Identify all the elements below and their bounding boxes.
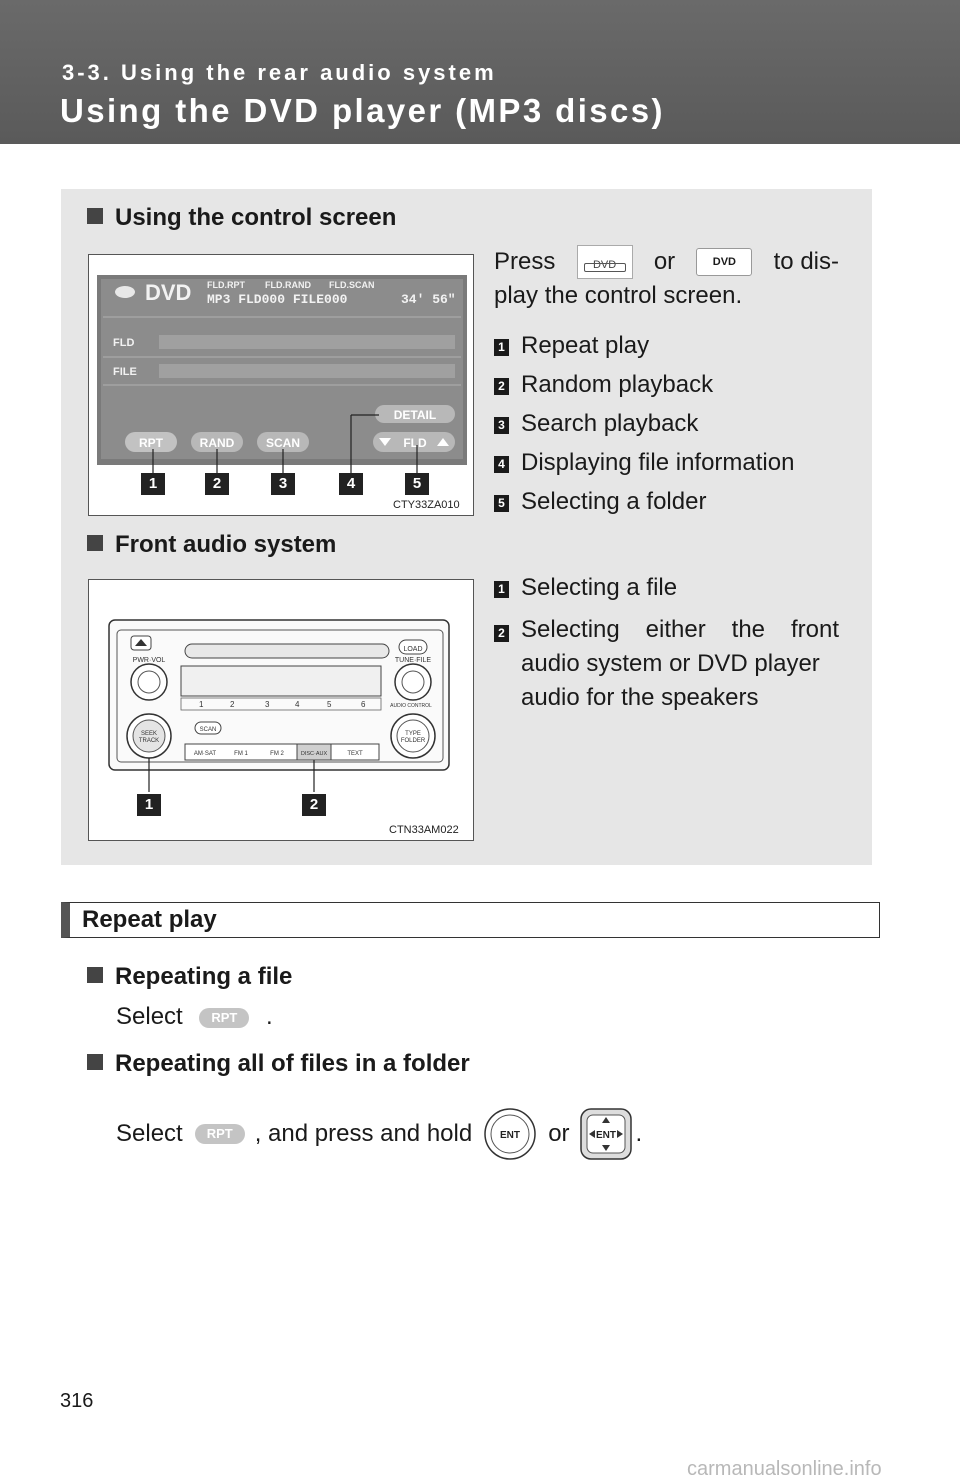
svg-text:FM 2: FM 2: [270, 751, 284, 757]
screen-mode-scan: FLD.SCAN: [329, 280, 375, 290]
ent-pad-icon: [580, 1108, 632, 1160]
svg-text:FOLDER: FOLDER: [400, 738, 426, 744]
callout-2: 2: [205, 473, 229, 495]
svg-text:TYPE: TYPE: [405, 731, 421, 737]
rpt-button-icon: RPT: [199, 1008, 249, 1028]
callout-3: 3: [271, 473, 295, 495]
svg-text:TEXT: TEXT: [347, 751, 363, 757]
square-bullet-icon: [87, 967, 103, 983]
svg-text:6: 6: [361, 700, 366, 709]
square-bullet-icon: [87, 208, 103, 224]
front-audio-heading: Front audio system: [87, 531, 336, 559]
repeat-play-heading: Repeat play: [61, 902, 880, 938]
screen-btn-fld: FLD: [403, 436, 427, 450]
repeat-folder-heading: Repeating all of files in a folder: [87, 1050, 470, 1078]
callout-2: 2: [302, 794, 326, 816]
square-bullet-icon: [87, 1054, 103, 1070]
screen-time: 34' 56": [401, 292, 456, 307]
figure-code: CTY33ZA010: [393, 499, 460, 511]
callout-1: 1: [137, 794, 161, 816]
screen-row-file: FILE: [113, 366, 137, 378]
screen-btn-rand: RAND: [199, 436, 235, 450]
ent-knob-icon: [484, 1108, 536, 1160]
svg-text:1: 1: [199, 700, 204, 709]
svg-text:4: 4: [295, 700, 300, 709]
svg-text:FM 1: FM 1: [234, 751, 248, 757]
page-title: Using the DVD player (MP3 discs): [60, 92, 665, 129]
callout-5: 5: [405, 473, 429, 495]
repeat-file-heading: Repeating a file: [87, 963, 292, 991]
callout-4: 4: [339, 473, 363, 495]
svg-text:ENT: ENT: [595, 1130, 616, 1141]
repeat-file-instruction: Select RPT .: [116, 1003, 273, 1030]
screen-btn-rpt: RPT: [139, 436, 163, 450]
screen-mode-rpt: FLD.RPT: [207, 280, 245, 290]
list-item: 2 Random playback: [494, 371, 713, 399]
section-label: 3-3. Using the rear audio system: [62, 60, 497, 85]
svg-text:SCAN: SCAN: [199, 727, 217, 733]
svg-text:AUDIO CONTROL: AUDIO CONTROL: [390, 703, 432, 709]
square-bullet-icon: [87, 535, 103, 551]
radio-pwr-vol-label: PWR·VOL: [132, 657, 166, 664]
front-audio-figure: [88, 579, 474, 841]
screen-btn-scan: SCAN: [265, 436, 301, 450]
svg-text:3: 3: [265, 700, 270, 709]
list-item: 1 Repeat play: [494, 332, 649, 360]
dvd-key-icon: DVD: [696, 248, 752, 276]
dvd-button-icon: DVD: [577, 245, 633, 279]
screen-mode-rand: FLD.RAND: [265, 280, 311, 290]
radio-tune-file-label: TUNE·FILE: [394, 657, 432, 664]
svg-text:TRACK: TRACK: [138, 738, 160, 744]
screen-row-fld: FLD: [113, 337, 135, 349]
control-screen-intro: Press DVD or DVD to dis- play the control screen.: [494, 245, 839, 313]
list-item: 5 Selecting a folder: [494, 488, 706, 516]
rpt-button-icon: RPT: [195, 1124, 245, 1144]
control-screen-figure: [88, 254, 474, 516]
page-header: [0, 0, 960, 144]
figure-code: CTN33AM022: [389, 824, 459, 836]
svg-text:2: 2: [230, 700, 235, 709]
callout-1: 1: [141, 473, 165, 495]
screen-logo: DVD: [145, 280, 192, 305]
svg-text:5: 5: [327, 700, 332, 709]
list-item: 1 Selecting a file: [494, 574, 677, 602]
svg-text:ENT: ENT: [500, 1130, 521, 1141]
repeat-folder-instruction: Select RPT , and press and hold ENT or ENT .: [116, 1106, 642, 1162]
svg-text:DISC·AUX: DISC·AUX: [300, 751, 328, 757]
control-screen-heading: Using the control screen: [87, 204, 396, 232]
screen-track-line: MP3 FLD000 FILE000: [207, 292, 348, 307]
radio-load-label: LOAD: [403, 646, 423, 653]
list-item: 4 Displaying file information: [494, 449, 794, 477]
svg-text:AM·SAT: AM·SAT: [193, 751, 217, 757]
list-item: 3 Search playback: [494, 410, 698, 438]
svg-text:SEEK: SEEK: [140, 731, 158, 737]
screen-btn-detail: DETAIL: [393, 408, 437, 422]
page-number: 316: [60, 1390, 94, 1412]
list-item: 2 Selecting either the front audio system or DVD player audio for the speakers: [494, 613, 839, 715]
watermark: carmanualsonline.info: [687, 1458, 882, 1480]
